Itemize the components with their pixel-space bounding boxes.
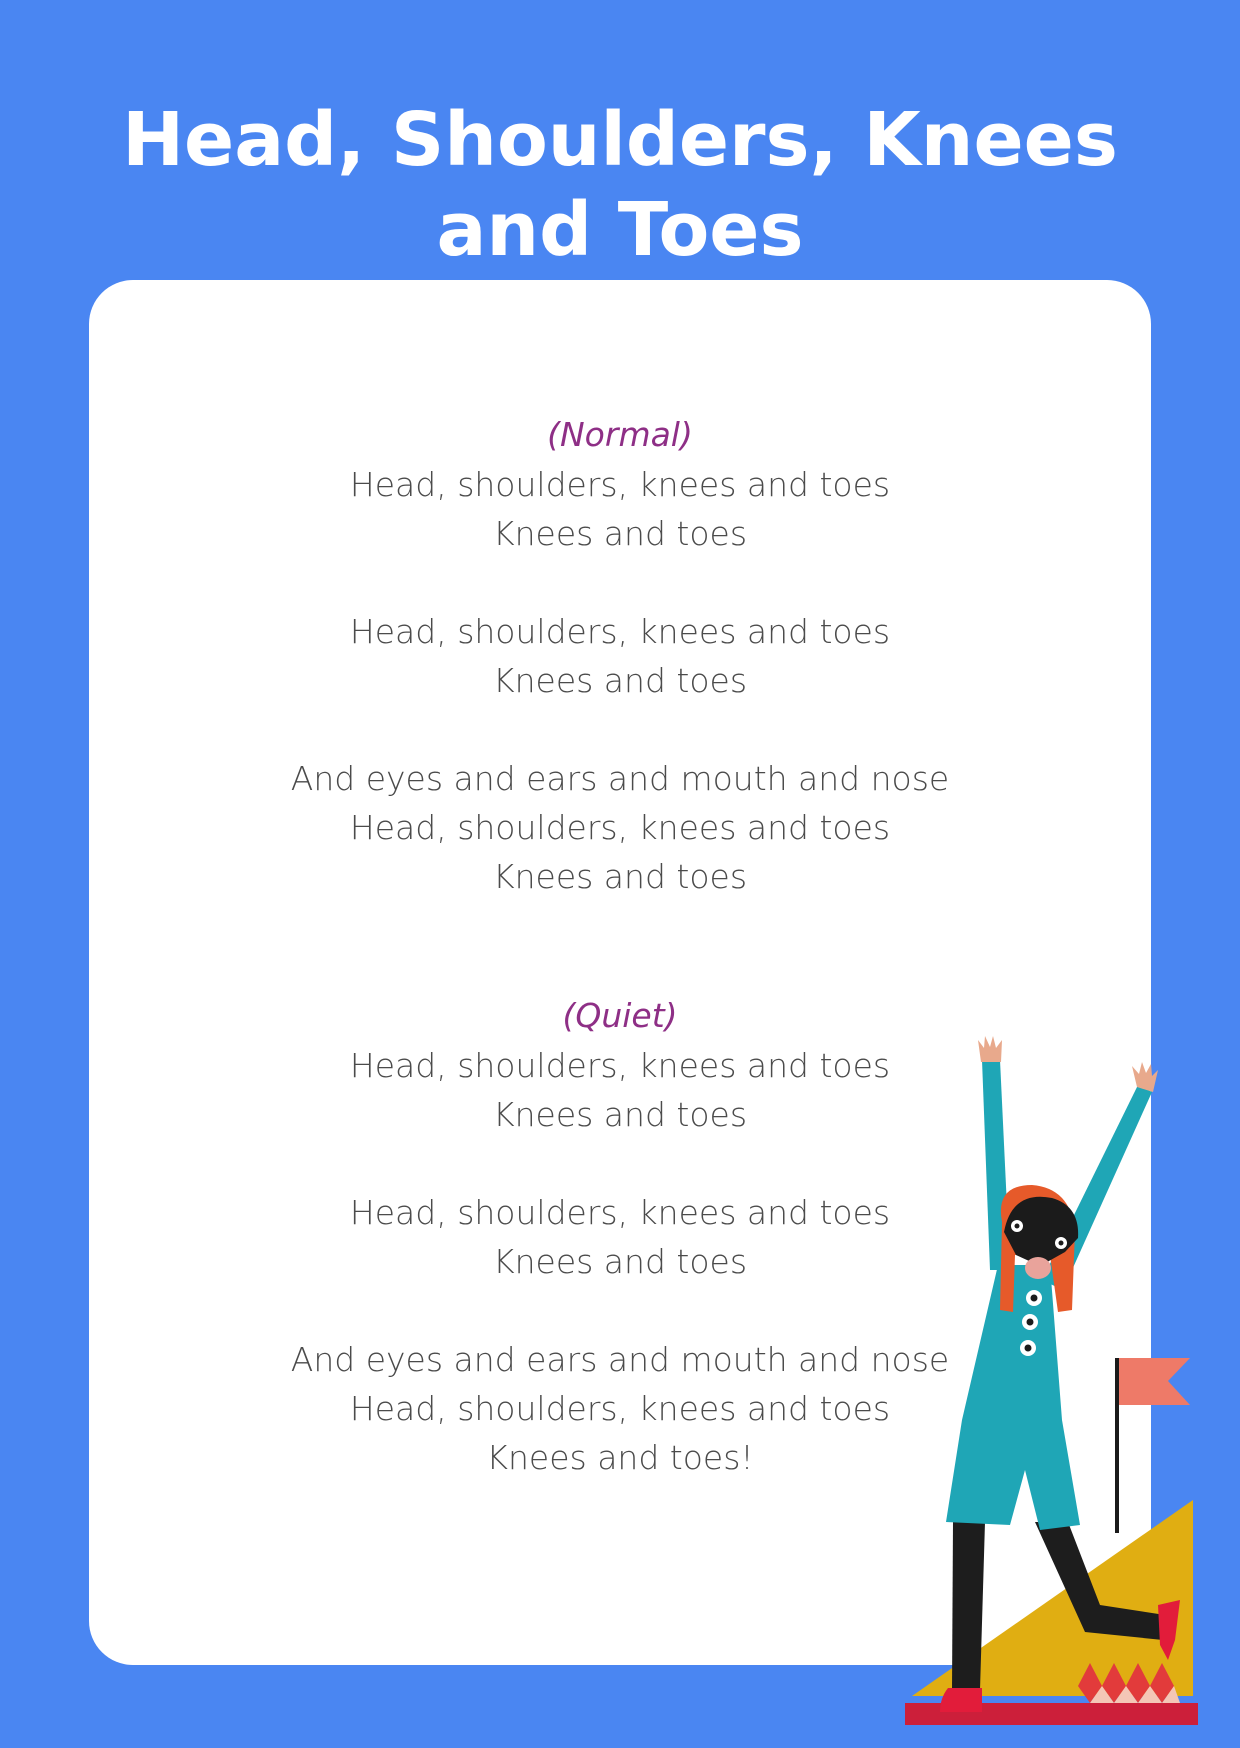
stanza bbox=[89, 460, 1151, 558]
right-hand bbox=[1132, 1062, 1158, 1092]
left-shoe bbox=[940, 1688, 982, 1712]
lyric-line: Knees and toes bbox=[492, 1242, 748, 1281]
lyric-line: Head, shoulders, knees and toes bbox=[349, 1389, 891, 1428]
stanza bbox=[89, 607, 1151, 705]
lyric-line: Head, shoulders, knees and toes bbox=[349, 612, 891, 651]
lyric-line: Head, shoulders, knees and toes bbox=[349, 465, 891, 504]
section-normal bbox=[89, 410, 1151, 901]
lyric-line: Knees and toes bbox=[492, 514, 748, 553]
lyric-line: Head, shoulders, knees and toes bbox=[349, 1193, 891, 1232]
page-title bbox=[0, 95, 1240, 275]
left-leg bbox=[952, 1522, 985, 1690]
left-hand bbox=[978, 1036, 1002, 1062]
lyric-line: And eyes and ears and mouth and nose bbox=[290, 759, 950, 798]
page-title-line-1: Head, Shoulders, Knees bbox=[122, 97, 1118, 183]
stanza bbox=[89, 754, 1151, 901]
eye-left-pupil bbox=[1015, 1224, 1020, 1229]
lyric-line: Head, shoulders, knees and toes bbox=[349, 808, 891, 847]
flag-pole bbox=[1115, 1358, 1119, 1533]
lyric-line: Head, shoulders, knees and toes bbox=[349, 1046, 891, 1085]
flag bbox=[1119, 1358, 1190, 1405]
section-label: (Normal) bbox=[547, 415, 693, 454]
cheering-person-illustration bbox=[900, 1030, 1200, 1740]
lyric-line: Knees and toes bbox=[492, 661, 748, 700]
page-title-line-2: and Toes bbox=[436, 187, 804, 273]
section-label: (Quiet) bbox=[562, 996, 678, 1035]
mouth bbox=[1025, 1257, 1051, 1279]
lyric-line: And eyes and ears and mouth and nose bbox=[290, 1340, 950, 1379]
lyric-line: Knees and toes! bbox=[486, 1438, 754, 1477]
lyric-line: Knees and toes bbox=[492, 1095, 748, 1134]
lyric-line: Knees and toes bbox=[492, 857, 748, 896]
eye-right-pupil bbox=[1059, 1241, 1064, 1246]
